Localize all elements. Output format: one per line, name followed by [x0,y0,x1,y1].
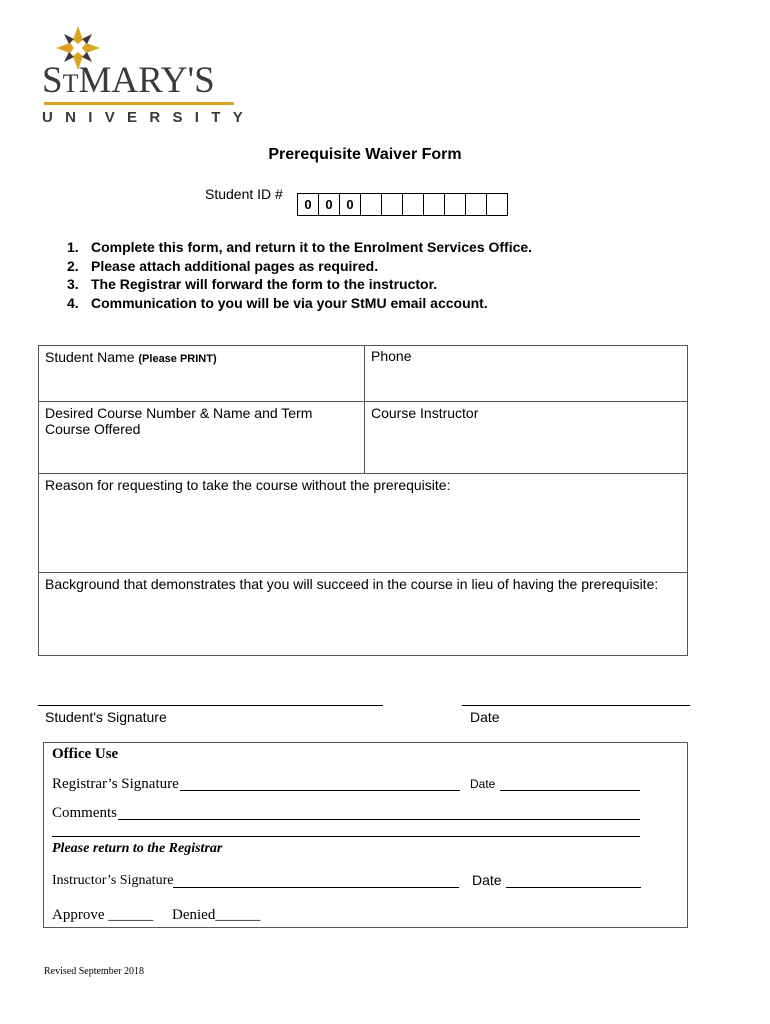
logo-gold-bar [44,102,234,105]
logo-wordmark [42,62,215,99]
course-label-line2: Course Offered [45,421,141,437]
approve-field[interactable]: Approve ______ [52,907,154,923]
date-label: Date [470,709,500,725]
instruction-number: 3. [67,276,79,292]
logo-letter-t: T [62,69,79,98]
student-id-digit-box[interactable]: 0 [340,193,361,216]
course-field[interactable] [39,402,364,473]
course-label-line1: Desired Course Number & Name and Term [45,405,313,421]
instructor-signature-line[interactable] [173,887,459,888]
student-id-digit-box[interactable] [382,193,403,216]
student-id-digit-box[interactable] [466,193,487,216]
student-id-digit-box[interactable] [445,193,466,216]
office-use-box [43,742,688,928]
instruction-text: Please attach additional pages as required. [91,257,379,274]
logo-subtitle: UNIVERSITY [42,109,256,126]
instructor-field[interactable] [365,402,687,473]
instruction-number: 4. [67,294,79,311]
student-signature-label: Student's Signature [45,709,167,725]
student-id-boxes[interactable] [297,193,508,216]
reason-label: Reason for requesting to take the course without the prerequisite: [45,477,451,493]
instructions-list [67,238,532,312]
logo-letter-s: S [42,60,63,101]
student-name-label: Student Name [45,349,135,365]
student-name-field[interactable] [39,346,364,401]
student-signature-line[interactable] [38,705,383,706]
info-table [38,345,688,656]
revised-date: Revised September 2018 [44,966,144,977]
phone-field[interactable] [365,345,687,400]
instructor-date-label: Date [472,872,502,888]
print-note: (Please PRINT) [138,353,217,365]
office-use-title: Office Use [52,746,119,762]
comments-line[interactable] [118,819,640,820]
comments-line[interactable] [52,836,640,837]
background-label: Background that demonstrates that you will succeed in the course in lieu of having the prerequisite: [45,576,659,592]
student-id-digit-box[interactable] [487,193,508,216]
instruction-item [67,238,532,257]
instruction-text: Communication to you will be via your StMU email account. [91,294,488,311]
reason-field[interactable] [39,474,687,572]
instruction-text: Complete this form, and return it to the Enrolment Services Office. [91,239,533,255]
registrar-signature-line[interactable] [180,790,460,791]
university-logo [0,0,260,130]
return-note: Please return to the Registrar [52,841,223,856]
instruction-item [67,275,532,294]
student-id-digit-box[interactable] [361,193,382,216]
registrar-signature-label: Registrar’s Signature [52,776,179,792]
registrar-date-line[interactable] [500,790,640,791]
logo-name-rest: MARY'S [78,60,215,101]
instructor-date-line[interactable] [506,887,641,888]
instruction-number: 2. [67,257,79,274]
denied-field[interactable]: Denied______ [172,907,261,923]
form-title: Prerequisite Waiver Form [268,146,462,163]
student-id-label: Student ID # [205,186,283,202]
phone-label: Phone [371,348,412,364]
registrar-date-label: Date [470,777,496,791]
student-id-digit-box[interactable]: 0 [298,193,319,216]
instruction-number: 1. [67,239,79,255]
student-id-digit-box[interactable] [403,193,424,216]
instruction-item [67,294,532,313]
student-id-digit-box[interactable] [424,193,445,216]
background-field[interactable] [39,573,687,655]
comments-label: Comments [52,805,118,821]
instructor-label: Course Instructor [371,405,479,421]
instructor-signature-label: Instructor’s Signature [52,873,174,888]
date-line[interactable] [462,705,690,706]
student-id-digit-box[interactable]: 0 [319,193,340,216]
instruction-text: The Registrar will forward the form to the instructor. [91,276,438,292]
instruction-item [67,257,532,276]
